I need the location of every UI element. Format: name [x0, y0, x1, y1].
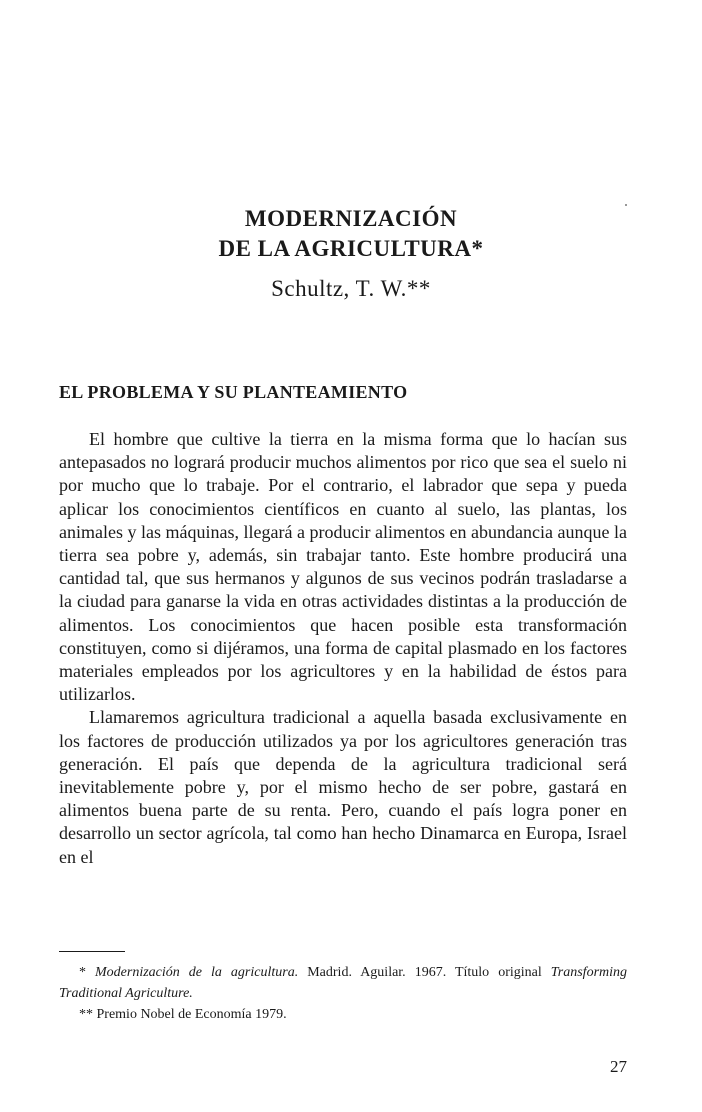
section-heading: EL PROBLEMA Y SU PLANTEAMIENTO	[59, 382, 408, 402]
paragraph-2: Llamaremos agricultura tradicional a aquella basada exclusivamente en los factores de producción utilizados ya por los agricultores generación tras generación. El país que dependa de la agricultura tradicional será inevitablemente pobre y, por el mismo hecho de ser pobre, gastará en alimentos buena parte de su renta. Pero, cuando el país logra poner en desarrollo un sector agrícola, tal como han hecho Dinamarca en Europa, Israel en el	[59, 707, 627, 867]
footnote-2	[59, 1004, 627, 1025]
footnote-1	[59, 962, 627, 1004]
footnote-1-details: Madrid. Aguilar. 1967. Título original	[307, 965, 542, 980]
chapter-title-line-1: MODERNIZACIÓN	[244, 206, 458, 231]
footnote-2-text: Premio Nobel de Economía 1979.	[96, 1007, 287, 1022]
body-text	[59, 428, 627, 869]
footnote-1-marker: *	[79, 965, 86, 980]
footnote-2-marker: **	[79, 1007, 93, 1022]
chapter-title-line-2: DE LA AGRICULTURA*	[218, 236, 484, 261]
footnote-1-title: Modernización de la agricultura.	[95, 965, 299, 980]
author-name: Schultz, T. W.**	[271, 276, 431, 301]
page-number: 27	[610, 1057, 627, 1076]
footnote-divider	[59, 951, 125, 952]
paragraph-1: El hombre que cultive la tierra en la misma forma que lo hacían sus antepasados no logrará producir muchos alimentos por rico que sea el suelo ni por mucho que lo trabaje. Por el contrario, el labrador que sepa y pueda aplicar los conocimientos científicos en cuanto al suelo, las plantas, los animales y las máquinas, llegará a producir alimentos en abundancia aunque la tierra sea pobre y, además, sin trabajar tanto. Este hombre producirá una cantidad tal, que sus hermanos y algunos de sus vecinos podrán trasladarse a la ciudad para ganarse la vida en otras actividades distintas a la producción de alimentos. Los conocimientos que hacen posible esta transformación constituyen, como si dijéramos, una forma de capital plasmado en los factores materiales empleados por los agricultores y en la habilidad de éstos para utilizarlos.	[59, 429, 627, 705]
footnotes	[59, 962, 627, 1025]
footnote-1-original-title: Transforming Traditional Agriculture.	[59, 965, 628, 1001]
